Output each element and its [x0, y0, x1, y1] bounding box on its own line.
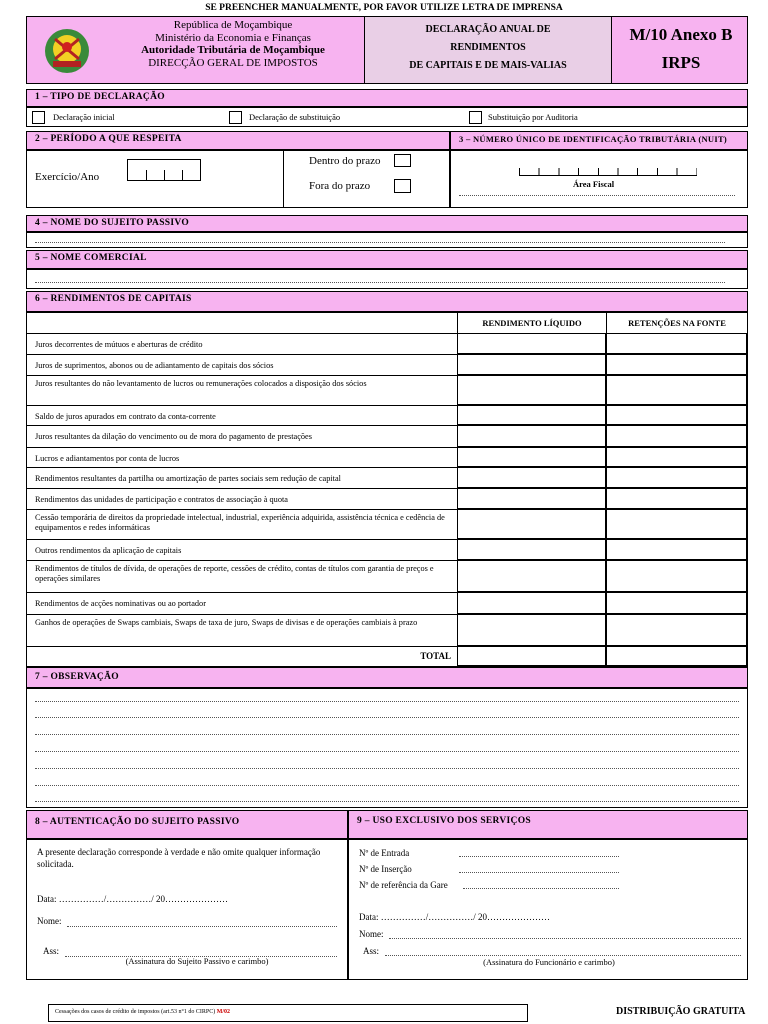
entry-input[interactable]: [459, 856, 619, 857]
net-income-input[interactable]: [457, 425, 606, 447]
exercise-year-input[interactable]: [127, 159, 201, 181]
income-row-label: Rendimentos resultantes da partilha ou amortização de partes sociais sem redução de capital: [27, 467, 459, 488]
net-income-input[interactable]: [457, 333, 606, 354]
section-6-table: [26, 312, 748, 667]
auth-date: Data: ……………/……………/ 20…………………: [37, 894, 228, 904]
total-net-income-input[interactable]: [457, 646, 606, 666]
withholding-input[interactable]: [606, 333, 747, 354]
service-date: Data: ……………/……………/ 20…………………: [359, 912, 550, 922]
section-9-body: [348, 839, 748, 980]
withholding-input[interactable]: [606, 375, 747, 405]
section-3-title: 3 – NÚMERO ÚNICO DE IDENTIFICAÇÃO TRIBUTÁRIA (NUIT): [450, 131, 748, 150]
section-9-title: 9 – USO EXCLUSIVO DOS SERVIÇOS: [348, 810, 748, 839]
authority-name: Autoridade Tributária de Moçambique: [141, 44, 325, 56]
exercise-label: Exercício/Ano: [35, 171, 100, 183]
auth-name-label: Nome:: [37, 916, 62, 926]
ministry-name: Ministério da Economia e Finanças: [155, 31, 311, 44]
insertion-input[interactable]: [459, 872, 619, 873]
withholding-input[interactable]: [606, 539, 747, 560]
service-name-input[interactable]: [389, 938, 741, 939]
section-3-body: [450, 150, 748, 208]
form-title: DECLARAÇÃO ANUAL DE RENDIMENTOS DE CAPITAIS E DE MAIS-VALIAS: [364, 16, 612, 84]
total-withholding-input[interactable]: [606, 646, 747, 666]
label-audit: Substituição por Auditoria: [488, 112, 578, 122]
net-income-input[interactable]: [457, 592, 606, 614]
service-sign-caption: (Assinatura do Funcionário e carimbo): [483, 957, 615, 967]
republic-name: República de Moçambique: [173, 19, 293, 31]
form-code: M/10 Anexo B: [629, 25, 733, 44]
form-header: [26, 16, 748, 84]
net-income-input[interactable]: [457, 488, 606, 509]
section-8-title: 8 – AUTENTICAÇÃO DO SUJEITO PASSIVO: [26, 810, 348, 839]
income-row-label: Juros decorrentes de mútuos e aberturas de crédito: [27, 333, 459, 354]
withholding-input[interactable]: [606, 354, 747, 375]
section-4-title: 4 – NOME DO SUJEITO PASSIVO: [26, 215, 748, 232]
withholding-input[interactable]: [606, 592, 747, 614]
income-row-label: Rendimentos das unidades de participação e contratos de associação à quota: [27, 488, 459, 509]
service-sign-label: Ass:: [363, 946, 380, 956]
insertion-label: Nº de Inserção: [359, 864, 412, 874]
observation-field[interactable]: [26, 688, 748, 808]
net-income-input[interactable]: [457, 539, 606, 560]
income-row-label: Lucros e adiantamentos por conta de lucros: [27, 447, 459, 467]
footer-note-box: [48, 1004, 528, 1022]
out-time-label: Fora do prazo: [309, 180, 371, 192]
label-substitution: Declaração de substituição: [249, 112, 341, 122]
net-income-input[interactable]: [457, 509, 606, 539]
withholding-input[interactable]: [606, 425, 747, 447]
withholding-input[interactable]: [606, 405, 747, 425]
section-2-body: [26, 150, 450, 208]
income-row-label: Juros de suprimentos, abonos ou de adiantamento de capitais dos sócios: [27, 354, 459, 375]
distribution-label: DISTRIBUIÇÃO GRATUITA: [616, 1006, 746, 1017]
service-name-label: Nome:: [359, 929, 384, 939]
nuit-input[interactable]: [519, 168, 697, 176]
area-fiscal-label: Área Fiscal: [573, 179, 615, 189]
footer-note-code: M/02: [216, 1009, 231, 1015]
section-6-title: 6 – RENDIMENTOS DE CAPITAIS: [26, 291, 748, 312]
entry-label: Nº de Entrada: [359, 848, 410, 858]
withholding-input[interactable]: [606, 467, 747, 488]
footer-note: Cessações dos casos de crédito de impostos (art.53 n°1 do CIRPC): [55, 1009, 216, 1015]
section-2-title: 2 – PERÍODO A QUE RESPEITA: [26, 131, 450, 150]
withholding-input[interactable]: [606, 509, 747, 539]
section-8-body: [26, 839, 348, 980]
net-income-input[interactable]: [457, 354, 606, 375]
income-row-label: Saldo de juros apurados em contrato da conta-corrente: [27, 405, 459, 425]
income-row-label: Cessão temporária de direitos da propriedade intelectual, industrial, experiência adquirida, assistência técnica e cedência de equipamentos e redes informáticas: [27, 509, 459, 539]
area-fiscal-input[interactable]: [459, 195, 735, 196]
gare-input[interactable]: [463, 888, 619, 889]
net-income-input[interactable]: [457, 560, 606, 592]
income-row-label: Juros resultantes do não levantamento de lucros ou remunerações colocados a disposição dos sócios: [27, 375, 459, 405]
declaration-statement: A presente declaração corresponde à verdade e não omite qualquer informação solicitada.: [37, 847, 321, 869]
col-net-income: RENDIMENTO LÍQUIDO: [457, 313, 606, 333]
checkbox-out-time[interactable]: [394, 179, 411, 193]
checkbox-in-time[interactable]: [394, 154, 411, 167]
income-row-label: Outros rendimentos da aplicação de capitais: [27, 539, 459, 560]
income-row-label: Juros resultantes da dilação do vencimento ou de mora do pagamento de prestações: [27, 425, 459, 447]
taxpayer-name-field[interactable]: [26, 232, 748, 248]
auth-sign-label: Ass:: [43, 946, 60, 956]
withholding-input[interactable]: [606, 614, 747, 646]
withholding-input[interactable]: [606, 447, 747, 467]
label-initial: Declaração inicial: [53, 112, 115, 122]
top-notice: SE PREENCHER MANUALMENTE, POR FAVOR UTILIZE LETRA DE IMPRENSA: [205, 3, 563, 13]
service-sign-input[interactable]: [385, 955, 741, 956]
net-income-input[interactable]: [457, 467, 606, 488]
withholding-input[interactable]: [606, 560, 747, 592]
net-income-input[interactable]: [457, 447, 606, 467]
net-income-input[interactable]: [457, 405, 606, 425]
section-1-title: 1 – TIPO DE DECLARAÇÃO: [26, 89, 748, 107]
section-5-title: 5 – NOME COMERCIAL: [26, 250, 748, 269]
gare-label: Nº de referência da Gare: [359, 880, 448, 890]
tax-name: IRPS: [661, 53, 701, 72]
direction-name: DIRECÇÃO GERAL DE IMPOSTOS: [148, 56, 318, 69]
checkbox-audit[interactable]: [469, 111, 482, 124]
income-row-label: Rendimentos de acções nominativas ou ao portador: [27, 592, 459, 614]
emblem-icon: [41, 25, 93, 77]
in-time-label: Dentro do prazo: [309, 155, 381, 167]
net-income-input[interactable]: [457, 375, 606, 405]
section-1-body: [26, 107, 748, 127]
col-withholding: RETENÇÕES NA FONTE: [606, 313, 747, 333]
trade-name-field[interactable]: [26, 269, 748, 289]
total-label: TOTAL: [27, 646, 459, 666]
income-row-label: Rendimentos de títulos de dívida, de operações de reporte, cessões de crédito, contas de títulos com garantia de preços e operações similares: [27, 560, 459, 592]
net-income-input[interactable]: [457, 614, 606, 646]
income-row-label: Ganhos de operações de Swaps cambiais, Swaps de taxa de juro, Swaps de divisas e de operações cambiais à prazo: [27, 614, 459, 646]
section-7-title: 7 – OBSERVAÇÃO: [26, 667, 748, 688]
checkbox-substitution[interactable]: [229, 111, 242, 124]
checkbox-initial[interactable]: [32, 111, 45, 124]
auth-name-input[interactable]: [67, 926, 337, 927]
withholding-input[interactable]: [606, 488, 747, 509]
auth-sign-caption: (Assinatura do Sujeito Passivo e carimbo): [125, 956, 269, 966]
